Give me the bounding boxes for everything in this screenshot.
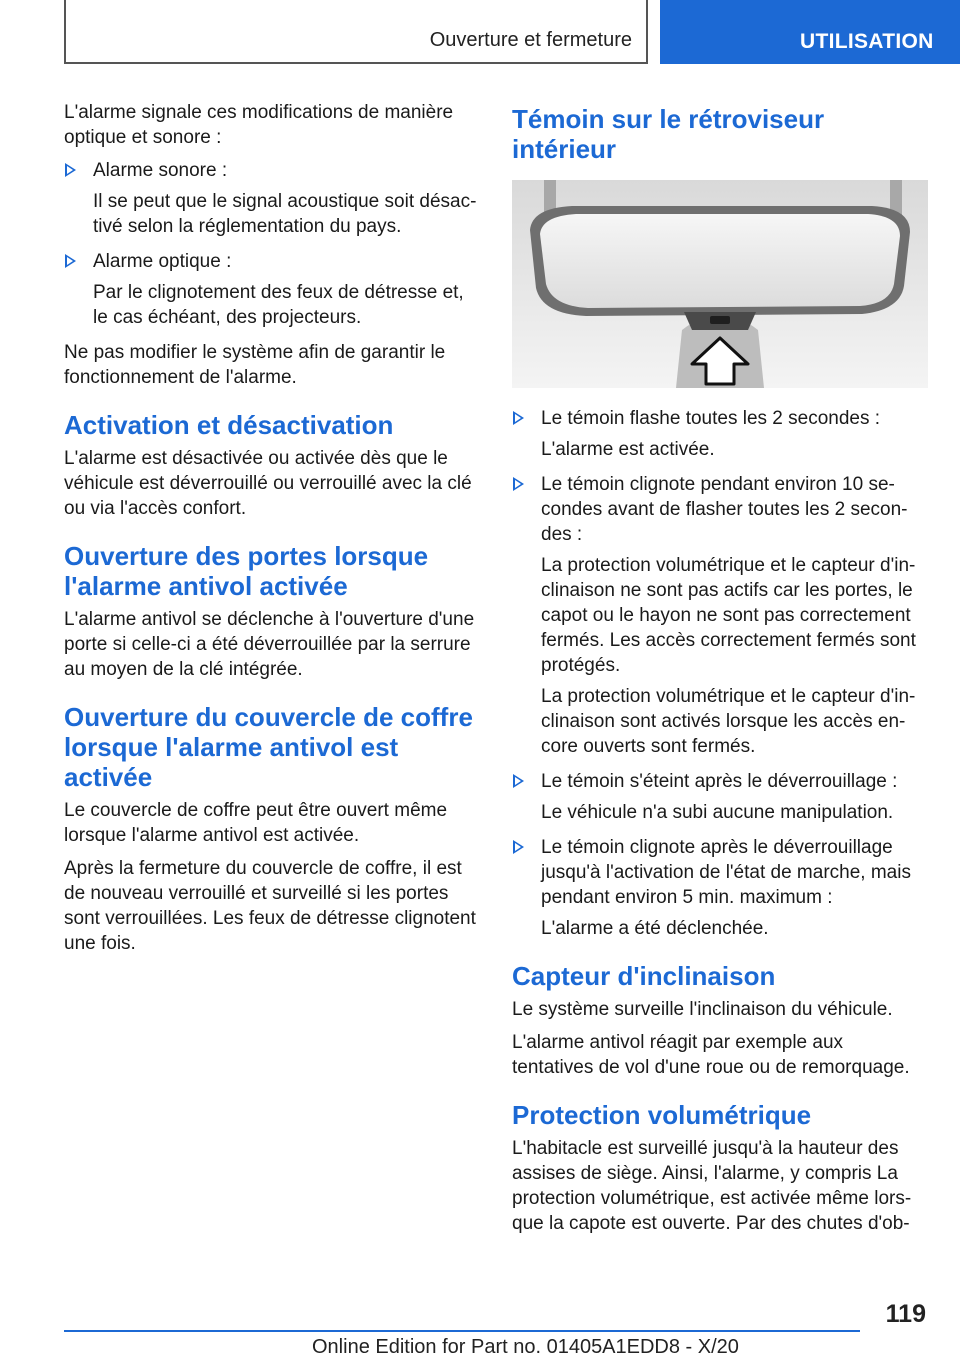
list-item-title: Alarme sonore : [93,160,228,181]
footer-edition-text: Online Edition for Part no. 01405A1EDD8 - X/20 [312,1336,739,1358]
list-item [512,472,928,759]
bullet-triangle-icon [65,163,76,177]
bullet-triangle-icon [513,774,524,788]
bullet-triangle-icon [65,254,76,268]
rear-view-mirror-illustration [512,180,928,388]
list-item [512,769,928,825]
list-item-text: Par le clignotement des feux de détresse et, le cas échéant, des projecteurs. [93,282,464,328]
section-paragraph: Le système surveille l'inclinaison du véhicule. [512,999,893,1020]
list-item-text: La protection volumétrique et le capteur d'in-clinaison ne sont pas actifs car les portes, le capot ou le hayon ne sont pas correctement fermés. Les accès correctement fermés sont protégés. [541,555,916,676]
section-heading: Témoin sur le rétroviseur intérieur [512,104,825,164]
list-item-title: Alarme optique : [93,251,232,272]
section-paragraph: L'alarme antivol se déclenche à l'ouverture d'une porte si celle-ci a été déverrouillée par la serrure au moyen de la clé intégrée. [64,609,475,680]
list-item-text: Il se peut que le signal acoustique soit désac-tivé selon la réglementation du pays. [93,191,477,237]
right-column [512,100,928,1244]
section-heading: Activation et désactivation [64,410,394,440]
header-chapter-tab [660,0,960,64]
bullet-triangle-icon [513,477,524,491]
list-item-text: Le véhicule n'a subi aucune manipulation. [541,802,894,823]
section-heading: Capteur d'inclinaison [512,961,776,991]
bullet-triangle-icon [513,411,524,425]
page-number: 119 [885,1300,926,1328]
intro-paragraph: L'alarme signale ces modifications de manière optique et sonore : [64,102,454,148]
list-item-title: Le témoin clignote pendant environ 10 se-condes avant de flasher toutes les 2 secon-des : [541,474,908,545]
list-item [64,249,478,330]
indicator-status-list [512,406,928,941]
section-heading: Ouverture du couvercle de coffre lorsque l'alarme antivol est activée [64,702,473,792]
note-paragraph: Ne pas modifier le système afin de garantir le fonctionnement de l'alarme. [64,342,446,388]
section-heading: Ouverture des portes lorsque l'alarme antivol activée [64,541,429,601]
section-heading: Protection volumétrique [512,1100,812,1130]
list-item-text: La protection volumétrique et le capteur d'in-clinaison sont activés lorsque les accès en-core ouverts sont fermés. [541,686,916,757]
list-item [512,406,928,462]
list-item-title: Le témoin clignote après le déverrouillage jusqu'à l'activation de l'état de marche, mais pendant environ 5 min. maximum : [541,837,911,908]
list-item [64,158,478,239]
list-item-title: Le témoin s'éteint après le déverrouillage : [541,771,898,792]
header-chapter-label: UTILISATION [800,30,934,53]
section-paragraph: L'habitacle est surveillé jusqu'à la hauteur des assises de siège. Ainsi, l'alarme, y compris La protection volumétrique, est activée même lors-que la capote est ouverte. Par des chutes d'ob- [512,1138,912,1234]
section-paragraph: L'alarme est désactivée ou activée dès que le véhicule est déverrouillé ou verrouillé avec la clé ou via l'accès confort. [64,448,472,519]
list-item-text: L'alarme a été déclenchée. [541,918,769,939]
list-item-text: L'alarme est activée. [541,439,715,460]
section-paragraph: Le couvercle de coffre peut être ouvert même lorsque l'alarme antivol est activée. [64,800,448,846]
list-item-title: Le témoin flashe toutes les 2 secondes : [541,408,881,429]
section-paragraph: L'alarme antivol réagit par exemple aux tentatives de vol d'une roue ou de remorquage. [512,1032,910,1078]
bullet-triangle-icon [513,840,524,854]
footer-divider [64,1330,860,1332]
header-section-title: Ouverture et fermeture [429,29,632,51]
header-section-box [64,0,648,64]
list-item [512,835,928,941]
left-column [64,100,478,964]
alarm-type-list [64,158,478,330]
section-paragraph: Après la fermeture du couvercle de coffre, il est de nouveau verrouillé et surveillé si les portes sont verrouillées. Les feux de détresse clignotent une fois. [64,858,476,954]
